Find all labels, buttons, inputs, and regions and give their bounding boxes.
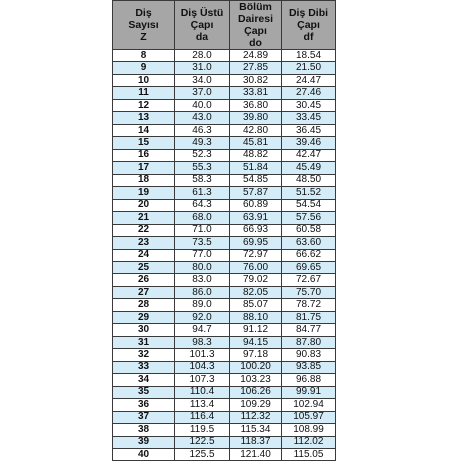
- table-row: [113, 436, 336, 448]
- cell-tooth-count: 25: [113, 261, 175, 273]
- cell-pitch-diameter: 97.18: [230, 349, 282, 361]
- cell-pitch-diameter: 72.97: [230, 249, 282, 261]
- cell-tooth-count: 11: [113, 87, 175, 99]
- header-tooth-count-line: Z: [140, 31, 147, 43]
- table-row: [113, 124, 336, 136]
- header-pitch-diameter: [230, 1, 282, 50]
- cell-root-diameter: 105.97: [282, 411, 336, 423]
- cell-outer-diameter: 55.3: [175, 162, 230, 174]
- cell-root-diameter: 63.60: [282, 237, 336, 249]
- cell-tooth-count: 34: [113, 374, 175, 386]
- table-row: [113, 311, 336, 323]
- cell-outer-diameter: 83.0: [175, 274, 230, 286]
- cell-pitch-diameter: 42.80: [230, 124, 282, 136]
- cell-tooth-count: 12: [113, 99, 175, 111]
- cell-tooth-count: 14: [113, 124, 175, 136]
- cell-outer-diameter: 98.3: [175, 336, 230, 348]
- table-row: [113, 74, 336, 86]
- cell-tooth-count: 39: [113, 436, 175, 448]
- header-outer-diameter-line: da: [195, 31, 209, 43]
- cell-tooth-count: 9: [113, 62, 175, 74]
- cell-root-diameter: 18.54: [282, 50, 336, 62]
- cell-pitch-diameter: 79.02: [230, 274, 282, 286]
- cell-root-diameter: 36.45: [282, 124, 336, 136]
- header-root-diameter-line: Diş Dibi: [288, 7, 329, 19]
- cell-tooth-count: 26: [113, 274, 175, 286]
- cell-outer-diameter: 94.7: [175, 324, 230, 336]
- cell-pitch-diameter: 100.20: [230, 361, 282, 373]
- cell-pitch-diameter: 82.05: [230, 286, 282, 298]
- cell-root-diameter: 115.05: [282, 449, 336, 461]
- cell-outer-diameter: 73.5: [175, 237, 230, 249]
- table-row: [113, 374, 336, 386]
- cell-root-diameter: 45.49: [282, 162, 336, 174]
- cell-root-diameter: 21.50: [282, 62, 336, 74]
- cell-pitch-diameter: 51.84: [230, 162, 282, 174]
- cell-outer-diameter: 80.0: [175, 261, 230, 273]
- cell-pitch-diameter: 112.32: [230, 411, 282, 423]
- cell-tooth-count: 19: [113, 187, 175, 199]
- header-root-diameter: [282, 1, 336, 50]
- cell-outer-diameter: 46.3: [175, 124, 230, 136]
- table-row: [113, 62, 336, 74]
- table-row: [113, 299, 336, 311]
- cell-root-diameter: 112.02: [282, 436, 336, 448]
- table-row: [113, 411, 336, 423]
- cell-pitch-diameter: 33.81: [230, 87, 282, 99]
- header-pitch-diameter-line: do: [249, 37, 262, 49]
- table-row: [113, 87, 336, 99]
- cell-tooth-count: 24: [113, 249, 175, 261]
- cell-root-diameter: 27.46: [282, 87, 336, 99]
- table-row: [113, 149, 336, 161]
- header-tooth-count: [113, 1, 175, 50]
- cell-root-diameter: 24.47: [282, 74, 336, 86]
- cell-root-diameter: 90.83: [282, 349, 336, 361]
- cell-root-diameter: 96.88: [282, 374, 336, 386]
- cell-root-diameter: 54.54: [282, 199, 336, 211]
- cell-pitch-diameter: 94.15: [230, 336, 282, 348]
- table-row: [113, 174, 336, 186]
- cell-pitch-diameter: 27.85: [230, 62, 282, 74]
- cell-outer-diameter: 92.0: [175, 311, 230, 323]
- cell-root-diameter: 51.52: [282, 187, 336, 199]
- cell-outer-diameter: 122.5: [175, 436, 230, 448]
- cell-outer-diameter: 40.0: [175, 99, 230, 111]
- cell-tooth-count: 31: [113, 336, 175, 348]
- cell-outer-diameter: 77.0: [175, 249, 230, 261]
- cell-outer-diameter: 89.0: [175, 299, 230, 311]
- cell-pitch-diameter: 48.82: [230, 149, 282, 161]
- header-pitch-diameter-line: Bölüm: [239, 1, 272, 13]
- cell-root-diameter: 42.47: [282, 149, 336, 161]
- table-row: [113, 399, 336, 411]
- cell-pitch-diameter: 91.12: [230, 324, 282, 336]
- table-row: [113, 137, 336, 149]
- cell-tooth-count: 17: [113, 162, 175, 174]
- cell-pitch-diameter: 88.10: [230, 311, 282, 323]
- cell-pitch-diameter: 24.89: [230, 50, 282, 62]
- cell-outer-diameter: 119.5: [175, 424, 230, 436]
- cell-pitch-diameter: 39.80: [230, 112, 282, 124]
- cell-root-diameter: 30.45: [282, 99, 336, 111]
- cell-outer-diameter: 34.0: [175, 74, 230, 86]
- table-row: [113, 386, 336, 398]
- table-row: [113, 237, 336, 249]
- cell-outer-diameter: 125.5: [175, 449, 230, 461]
- cell-pitch-diameter: 57.87: [230, 187, 282, 199]
- table-row: [113, 424, 336, 436]
- header-pitch-diameter-line: Dairesi Çapı: [237, 13, 274, 37]
- cell-tooth-count: 30: [113, 324, 175, 336]
- cell-outer-diameter: 68.0: [175, 212, 230, 224]
- cell-pitch-diameter: 103.23: [230, 374, 282, 386]
- table-row: [113, 50, 336, 62]
- cell-tooth-count: 40: [113, 449, 175, 461]
- header-tooth-count-line: Sayısı: [128, 19, 159, 31]
- cell-tooth-count: 15: [113, 137, 175, 149]
- header-root-diameter-line: Çapı: [297, 19, 320, 31]
- cell-root-diameter: 102.94: [282, 399, 336, 411]
- table-row: [113, 199, 336, 211]
- header-row: [113, 1, 336, 50]
- cell-outer-diameter: 61.3: [175, 187, 230, 199]
- table-row: [113, 224, 336, 236]
- cell-outer-diameter: 31.0: [175, 62, 230, 74]
- cell-tooth-count: 18: [113, 174, 175, 186]
- cell-root-diameter: 69.65: [282, 261, 336, 273]
- cell-tooth-count: 35: [113, 386, 175, 398]
- cell-tooth-count: 8: [113, 50, 175, 62]
- cell-root-diameter: 72.67: [282, 274, 336, 286]
- cell-pitch-diameter: 54.85: [230, 174, 282, 186]
- cell-pitch-diameter: 63.91: [230, 212, 282, 224]
- table-row: [113, 187, 336, 199]
- cell-tooth-count: 36: [113, 399, 175, 411]
- cell-tooth-count: 21: [113, 212, 175, 224]
- cell-pitch-diameter: 76.00: [230, 261, 282, 273]
- cell-pitch-diameter: 85.07: [230, 299, 282, 311]
- header-outer-diameter-line: Çapı: [190, 19, 214, 31]
- cell-outer-diameter: 64.3: [175, 199, 230, 211]
- gear-dimension-table: [112, 0, 336, 461]
- cell-root-diameter: 66.62: [282, 249, 336, 261]
- header-tooth-count-line: Diş: [135, 7, 152, 19]
- cell-pitch-diameter: 118.37: [230, 436, 282, 448]
- cell-tooth-count: 10: [113, 74, 175, 86]
- cell-root-diameter: 33.45: [282, 112, 336, 124]
- table-row: [113, 249, 336, 261]
- cell-tooth-count: 29: [113, 311, 175, 323]
- table-row: [113, 336, 336, 348]
- cell-root-diameter: 75.70: [282, 286, 336, 298]
- cell-outer-diameter: 71.0: [175, 224, 230, 236]
- cell-pitch-diameter: 106.26: [230, 386, 282, 398]
- header-outer-diameter-line: Diş Üstü: [180, 7, 224, 19]
- table-header: [113, 1, 336, 50]
- cell-outer-diameter: 49.3: [175, 137, 230, 149]
- cell-pitch-diameter: 109.29: [230, 399, 282, 411]
- table-row: [113, 261, 336, 273]
- cell-root-diameter: 87.80: [282, 336, 336, 348]
- cell-outer-diameter: 116.4: [175, 411, 230, 423]
- cell-root-diameter: 60.58: [282, 224, 336, 236]
- cell-pitch-diameter: 121.40: [230, 449, 282, 461]
- table-row: [113, 361, 336, 373]
- cell-root-diameter: 39.46: [282, 137, 336, 149]
- cell-pitch-diameter: 30.82: [230, 74, 282, 86]
- cell-root-diameter: 84.77: [282, 324, 336, 336]
- cell-pitch-diameter: 45.81: [230, 137, 282, 149]
- cell-pitch-diameter: 66.93: [230, 224, 282, 236]
- cell-pitch-diameter: 69.95: [230, 237, 282, 249]
- cell-tooth-count: 37: [113, 411, 175, 423]
- cell-outer-diameter: 113.4: [175, 399, 230, 411]
- table-row: [113, 112, 336, 124]
- cell-outer-diameter: 37.0: [175, 87, 230, 99]
- header-outer-diameter: [175, 1, 230, 50]
- table-row: [113, 162, 336, 174]
- cell-outer-diameter: 58.3: [175, 174, 230, 186]
- cell-tooth-count: 32: [113, 349, 175, 361]
- cell-outer-diameter: 86.0: [175, 286, 230, 298]
- cell-root-diameter: 81.75: [282, 311, 336, 323]
- table-row: [113, 286, 336, 298]
- table-row: [113, 212, 336, 224]
- cell-tooth-count: 38: [113, 424, 175, 436]
- cell-outer-diameter: 110.4: [175, 386, 230, 398]
- cell-outer-diameter: 104.3: [175, 361, 230, 373]
- cell-tooth-count: 23: [113, 237, 175, 249]
- cell-pitch-diameter: 60.89: [230, 199, 282, 211]
- cell-root-diameter: 99.91: [282, 386, 336, 398]
- cell-tooth-count: 16: [113, 149, 175, 161]
- table-row: [113, 349, 336, 361]
- table-row: [113, 324, 336, 336]
- table-row: [113, 274, 336, 286]
- cell-root-diameter: 108.99: [282, 424, 336, 436]
- cell-tooth-count: 20: [113, 199, 175, 211]
- table-row: [113, 449, 336, 461]
- cell-tooth-count: 13: [113, 112, 175, 124]
- header-root-diameter-line: df: [303, 31, 314, 43]
- cell-pitch-diameter: 115.34: [230, 424, 282, 436]
- table-row: [113, 99, 336, 111]
- cell-outer-diameter: 28.0: [175, 50, 230, 62]
- cell-root-diameter: 93.85: [282, 361, 336, 373]
- cell-outer-diameter: 43.0: [175, 112, 230, 124]
- cell-root-diameter: 57.56: [282, 212, 336, 224]
- cell-outer-diameter: 107.3: [175, 374, 230, 386]
- cell-root-diameter: 78.72: [282, 299, 336, 311]
- cell-root-diameter: 48.50: [282, 174, 336, 186]
- cell-tooth-count: 27: [113, 286, 175, 298]
- cell-outer-diameter: 52.3: [175, 149, 230, 161]
- cell-tooth-count: 22: [113, 224, 175, 236]
- cell-tooth-count: 33: [113, 361, 175, 373]
- table-body: [113, 50, 336, 461]
- cell-pitch-diameter: 36.80: [230, 99, 282, 111]
- cell-tooth-count: 28: [113, 299, 175, 311]
- cell-outer-diameter: 101.3: [175, 349, 230, 361]
